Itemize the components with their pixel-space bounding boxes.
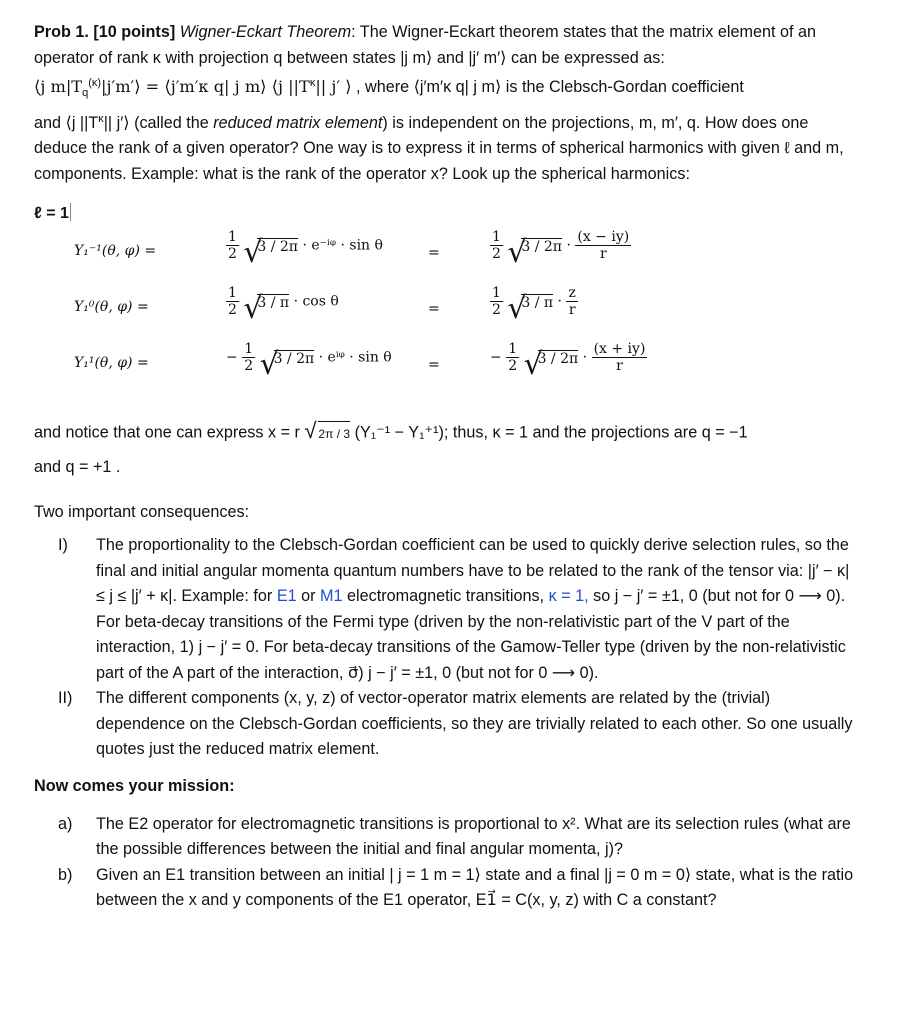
text-cursor — [70, 203, 71, 221]
harmonic-lhs: Y₁⁰(θ, φ) = — [74, 299, 149, 315]
list-item: b) Given an E1 transition between an initial | j = 1 m = 1⟩ state and a final |j = 0 m = 0⟩ state, what is the ratio between the x and y components of the E1 operator, E1⃗ = C(x, y, z) with C a constant? — [58, 865, 854, 910]
spherical-harmonics-table — [34, 229, 854, 397]
document-page — [34, 20, 854, 914]
equals-sign: = — [428, 357, 440, 373]
problem-title: Wigner-Eckart Theorem — [179, 23, 352, 41]
intro-text-2b: || j′⟩ (called the — [103, 113, 214, 132]
intro-text-2c: ) is independent on the projections, m, m′, q. How does one deduce the rank of a given operator? One way is to express it in terms of spherical harmonics with given ℓ and m, components. Example: what is the rank of the operator x? Look up the spherical harmonics: — [34, 113, 844, 183]
harmonic-mid: − $\frac{1}{2}$ √ 3 / 2π · eⁱᵠ · sin θ — [226, 341, 392, 382]
harmonic-lhs: Y₁¹(θ, φ) = — [74, 355, 149, 371]
problem-heading: Prob 1. [10 points] — [34, 23, 176, 41]
list-item: I) The proportionality to the Clebsch-Gordan coefficient can be used to quickly derive selection rules, so the final and initial angular momenta quantum numbers have to be related to the rank of the tensor via: |j′ − κ| ≤ j ≤ |j′ + κ|. Example: for E1 or M1 electromagnetic transitions, κ = 1, so j − j′ = ±1, 0 (but not for 0 ⟶ 0). For beta-decay transitions of the Fermi type (driven by the non-relativistic part of the V part of the interaction, 1) j − j′ = 0. For beta-decay transitions of the Gamow-Teller type (driven by the non-relativistic part of the A part of the interaction, σ⃗) j − j′ = ±1, 0 (but not for 0 ⟶ 0). — [58, 536, 850, 682]
list-item: a) The E2 operator for electromagnetic transitions is proportional to x². What are its selection rules (what are the possible differences between the initial and final angular momenta, j)? — [58, 814, 851, 859]
harmonic-mid: $\frac{1}{2}$ √ 3 / π · cos θ — [228, 285, 339, 326]
notice-paragraph: and notice that one can express x = r √ 2π / 3 (Y₁⁻¹ − Y₁⁺¹); thus, κ = 1 and the projections are q = −1 and q = +1 . — [34, 418, 748, 476]
problem-intro: Prob 1. [10 points] Wigner-Eckart Theorem: The Wigner-Eckart theorem states that the matrix element of an operator of rank κ with projection q between states |j m⟩ and |j′ m′⟩ can be expressed as: ⟨j $m|T_q^{(\kappa)}|j'm'⟩$ = ⟨j′m′κ q| j m⟩ ⟨j $||T^\kappa||$ j′ ⟩ , where ⟨j′m′κ q| j m⟩ is the Clebsch-Gordan coefficient and ⟨j $||T^\kappa||$ j′⟩ (called the reduced matrix element) is independent on the projections, m, m′, q. How does one deduce the rank of a given operator? One way is to express it in terms of spherical harmonics with given ℓ and m, components. Example: what is the rank of the operator x? Look up the spherical harmonics: — [34, 23, 844, 183]
harmonic-rhs: − $\frac{1}{2}$ √ 3 / 2π · $\frac{(x + iy)}{r}$ — [490, 341, 646, 382]
equals-sign: = — [428, 245, 440, 261]
consequences-title: Two important consequences: — [34, 502, 250, 521]
list-item: II) The different components (x, y, z) of vector-operator matrix elements are related by the (trivial) dependence on the Clebsch-Gordan coefficients, so they are trivially related to each other. So one usually quotes just the reduced matrix element. — [58, 689, 853, 758]
harmonic-row-minus1 — [34, 229, 854, 279]
harmonic-rhs: $\frac{1}{2}$ √ 3 / 2π · $\frac{(x - iy)}{r}$ — [492, 229, 630, 270]
intro-text-1: : The Wigner-Eckart theorem states that the matrix element of an operator of rank κ with projection q between states |j m⟩ and |j′ m′⟩ can be expressed as: — [34, 23, 816, 67]
wigner-eckart-formula: ⟨j $m|T_q^{(\kappa)}|j'm'⟩$ = ⟨j′m′κ q| j m⟩ ⟨j $||T^\kappa||$ j′ ⟩ — [34, 77, 352, 99]
ell-label: ℓ = 1 — [34, 205, 69, 222]
consequences-list — [34, 533, 854, 763]
reduced-matrix-element-term: reduced matrix element — [213, 113, 383, 132]
intro-text-2a: and ⟨j ||T — [34, 113, 99, 132]
harmonic-row-plus1 — [34, 341, 854, 391]
mission-title: Now comes your mission: — [34, 776, 235, 795]
intro-formula-tail: , where ⟨j′m′κ q| j m⟩ is the Clebsch-Gordan coefficient — [356, 78, 744, 96]
harmonic-rhs: $\frac{1}{2}$ √ 3 / π · $\frac{z}{r}$ — [492, 285, 576, 326]
harmonic-mid: $\frac{1}{2}$ √ 3 / 2π · e⁻ⁱᵠ · sin θ — [228, 229, 383, 270]
equals-sign: = — [428, 301, 440, 317]
harmonic-row-0 — [34, 285, 854, 335]
harmonic-lhs: Y₁⁻¹(θ, φ) = — [74, 243, 157, 259]
mission-list — [34, 812, 854, 914]
